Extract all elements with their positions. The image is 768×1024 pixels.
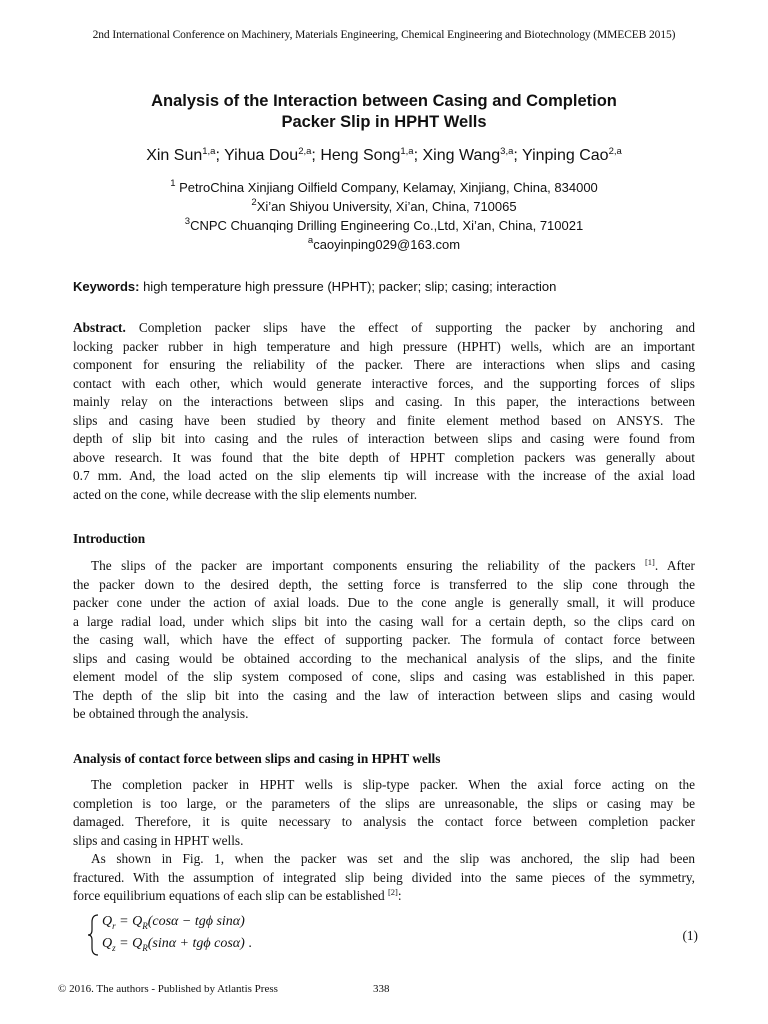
paragraph-line: As shown in Fig. 1, when the packer was set and the slip was anchored, the slip had been — [91, 851, 695, 866]
author-list — [0, 147, 768, 165]
paragraph-line: force equilibrium equations of each slip can be established [2]: — [73, 887, 402, 903]
keywords-label: Keywords: — [73, 279, 140, 294]
abstract-line: depth of slip bit into casing and the rules of interaction between slips and casing were found from — [73, 431, 695, 446]
abstract-line: mainly relay on the interactions between slips and casing. In this paper, the interactions between — [73, 394, 695, 409]
page-number: 338 — [373, 983, 390, 995]
section2-paragraph — [73, 776, 695, 906]
paragraph-line: the packer down to the desired depth, the setting force is transferred to the slip cone through the — [73, 576, 695, 592]
title-line-2: Packer Slip in HPHT Wells — [281, 113, 487, 131]
section-heading-contact-force: Analysis of contact force between slips and casing in HPHT wells — [73, 751, 441, 766]
footer-copyright: © 2016. The authors - Published by Atlantis Press — [58, 983, 278, 995]
paragraph-line: The slips of the packer are important components ensuring the reliability of the packers [1]. After — [91, 557, 695, 573]
paragraph-line: completion is too large, or the parameters of the slips are unreasonable, the slips or casing may be — [73, 795, 695, 811]
affiliation: $^3$CNPC Chuanqing Drilling Engineering Co.,Ltd, Xi’an, China, 710021 — [184, 216, 584, 233]
paragraph-line: slips and casing would be obtained according to the mechanical analysis of the slips, and the finite — [73, 650, 695, 666]
author-email: $^a$caoyinping029@163.com — [307, 235, 461, 252]
author: Xing Wang$^{3,a}$; — [422, 146, 522, 164]
abstract-line: locking packer rubber in high temperature and high pressure (HPHT) wells, which are an important — [73, 338, 695, 354]
abstract-line: above research. It was found that the bite depth of HPHT completion packers was generally about — [73, 449, 695, 465]
affiliation: $^1$ PetroChina Xinjiang Oilfield Company, Kelamay, Xinjiang, China, 834000 — [170, 178, 598, 195]
author: Yihua Dou$^{2,a}$; — [224, 146, 321, 164]
conference-header: 2nd International Conference on Machinery, Materials Engineering, Chemical Engineering and Biotechnology (MMECEB 2015) — [92, 29, 676, 41]
paragraph-line: the casing wall, which have the effect of supporting packer. The formula of contact force between — [73, 632, 695, 647]
paragraph-line: be obtained through the analysis. — [73, 706, 249, 721]
abstract-line: Abstract. Completion packer slips have the effect of supporting the packer by anchoring and — [73, 320, 695, 335]
equation-line-2: $Q_z = Q_R(\sin\alpha + tg\phi$ cosα) . — [102, 936, 252, 953]
keywords — [73, 279, 703, 294]
abstract — [73, 319, 695, 504]
abstract-line: slips and casing have been studied by theory and finite element method based on ANSYS. The — [73, 412, 695, 428]
abstract-line: 0.7 mm. And, the load acted on the slip elements tip will increase with the increase of the axial load — [73, 468, 695, 483]
paragraph-line: The completion packer in HPHT wells is slip-type packer. When the axial force acting on the — [91, 777, 695, 792]
abstract-line: component for ensuring the reliability of the packer. There are interactions when slips and casing — [73, 357, 695, 372]
paragraph-line: The depth of the slip bit into the casing and the law of interaction between slips and casing would — [73, 687, 695, 703]
paragraph-line: element model of the slip system composed of cone, slips and casing was established in this paper. — [73, 669, 695, 684]
equation-1 — [88, 912, 698, 958]
abstract-line: acted on the cone, while decrease with the slip elements number. — [73, 486, 418, 502]
paragraph-line: damaged. Therefore, it is quite necessary to analysis the contact force between completion packer — [73, 814, 695, 829]
paragraph-line: slips and casing in HPHT wells. — [73, 832, 244, 848]
paragraph-line: fractured. With the assumption of integrated slip being divided into the same pieces of the symmetry, — [73, 869, 695, 885]
abstract-label: Abstract. — [73, 320, 126, 335]
equation-number: (1) — [682, 928, 698, 943]
title-line-1: Analysis of the Interaction between Casing and Completion — [151, 92, 617, 110]
author: Xin Sun$^{1,a}$; — [146, 146, 225, 164]
paper-title — [0, 91, 768, 133]
affiliation: $^2$Xi’an Shiyou University, Xi’an, China, 710065 — [251, 197, 517, 214]
paragraph-line: a large radial load, under which slips bit into the casing wall for a certain depth, so the clips card on — [73, 613, 695, 629]
introduction-paragraph — [73, 557, 695, 724]
equation-line-1: $Q_r = Q_R(\cos\alpha - tg\phi$ sinα) — [102, 914, 245, 931]
section-heading-introduction: Introduction — [73, 531, 146, 546]
citation: [1] — [644, 557, 655, 567]
paragraph-line: packer cone under the action of axial loads. Due to the cone angle is generally small, it will produce — [73, 595, 695, 610]
citation: [2] — [387, 887, 398, 897]
author: Heng Song$^{1,a}$; — [320, 146, 423, 164]
author: Yinping Cao$^{2,a}$ — [521, 146, 622, 164]
keywords-text: high temperature high pressure (HPHT); packer; slip; casing; interaction — [139, 279, 557, 294]
abstract-line: contact with each other, which would generate interactive forces, and the supporting forces of slips — [73, 375, 695, 391]
